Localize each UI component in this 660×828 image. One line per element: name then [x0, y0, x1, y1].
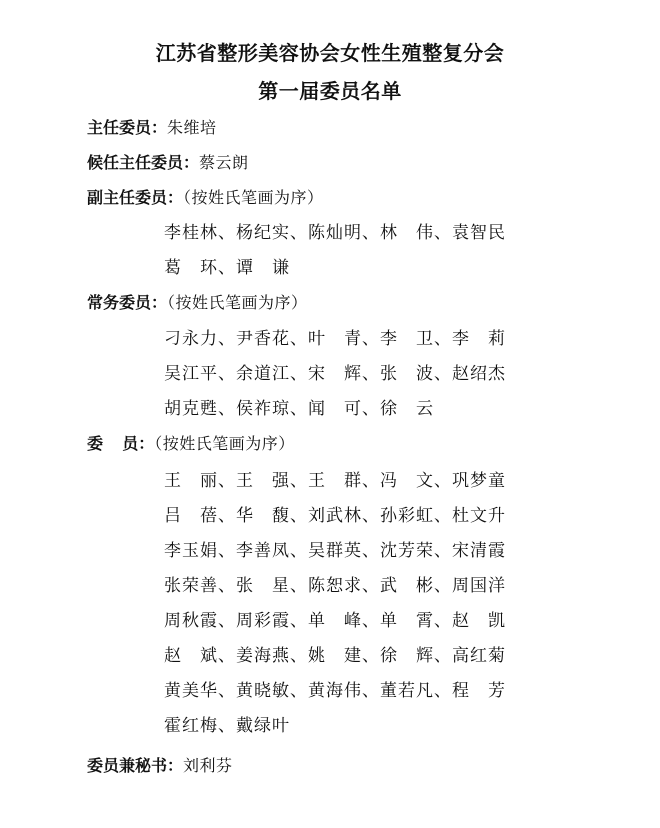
name-line: 李桂林、杨纪实、陈灿明、林 伟、袁智民	[164, 223, 506, 243]
secretary-label: 委员兼秘书：	[87, 756, 184, 775]
name-line: 霍红梅、戴绿叶	[164, 716, 290, 736]
vice-directors-label: 副主任委员：	[87, 188, 184, 207]
document-title: 江苏省整形美容协会女性生殖整复分会	[155, 41, 505, 65]
candidate-director-row	[87, 152, 249, 174]
secretary-name: 刘利芬	[183, 756, 233, 775]
document-subtitle: 第一届委员名单	[258, 79, 402, 103]
name-line: 吕 蓓、华 馥、刘武林、孙彩虹、杜文升	[164, 506, 506, 526]
name-line: 周秋霞、周彩霞、单 峰、单 霄、赵 凯	[164, 611, 506, 631]
vice-directors-list	[164, 216, 564, 286]
members-note: （按姓氏笔画为序）	[154, 434, 295, 453]
members-label-second: 员：	[122, 434, 155, 453]
members-list	[164, 464, 564, 744]
standing-members-note: （按姓氏笔画为序）	[167, 293, 308, 312]
name-line: 李玉娟、李善凤、吴群英、沈芳荣、宋清霞	[164, 541, 506, 561]
vice-directors-note: （按姓氏笔画为序）	[183, 188, 324, 207]
name-line: 赵 斌、姜海燕、姚 建、徐 辉、高红菊	[164, 646, 506, 666]
name-line: 王 丽、王 强、王 群、冯 文、巩梦童	[164, 471, 506, 491]
standing-members-row	[87, 292, 308, 314]
standing-members-list	[164, 322, 564, 427]
name-line: 刁永力、尹香花、叶 青、李 卫、李 莉	[164, 329, 506, 349]
director-label: 主任委员：	[87, 118, 168, 137]
secretary-row	[87, 755, 233, 777]
members-label-first: 委	[87, 434, 123, 453]
name-line: 葛 环、谭 谦	[164, 258, 290, 278]
name-line: 吴江平、余道江、宋 辉、张 波、赵绍杰	[164, 364, 506, 384]
candidate-director-name: 蔡云朗	[199, 153, 249, 172]
vice-directors-row	[87, 187, 324, 209]
members-row	[87, 433, 295, 455]
name-line: 黄美华、黄晓敏、黄海伟、董若凡、程 芳	[164, 681, 506, 701]
standing-members-label: 常务委员：	[87, 293, 168, 312]
candidate-director-label: 候任主任委员：	[87, 153, 200, 172]
director-row	[87, 117, 217, 139]
name-line: 张荣善、张 星、陈恕求、武 彬、周国洋	[164, 576, 506, 596]
director-name: 朱维培	[167, 118, 217, 137]
name-line: 胡克甦、侯祚琼、闻 可、徐 云	[164, 399, 434, 419]
